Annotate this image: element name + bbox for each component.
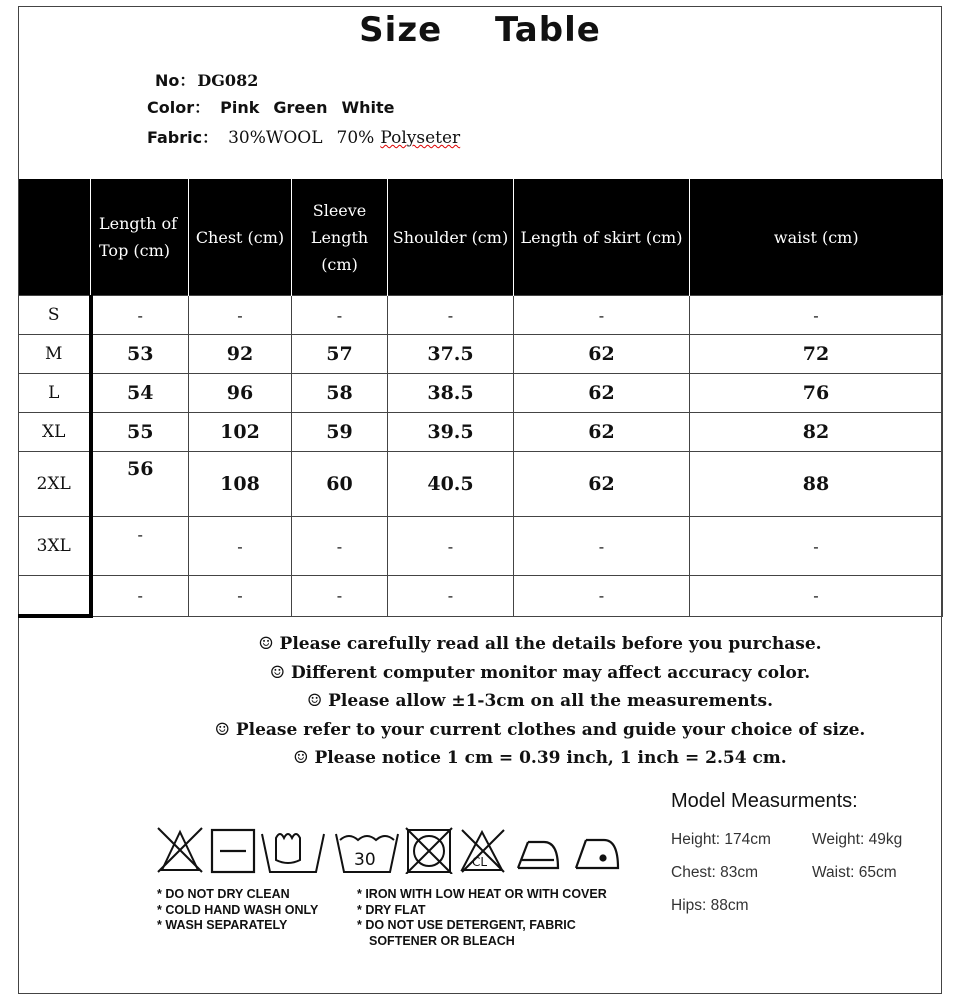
table-cell: 62 (514, 452, 690, 517)
iron-low-heat-icon (518, 842, 558, 868)
do-not-tumble-dry-icon (406, 828, 452, 874)
table-cell: 92 (189, 335, 292, 374)
notes (0, 630, 960, 773)
table-row (19, 452, 943, 517)
note-line: ☺ Please refer to your current clothes and guide your choice of size. (214, 719, 866, 740)
table-cell: 60 (292, 452, 388, 517)
header-cell (19, 179, 91, 296)
note-line: ☺ Please carefully read all the details before you purchase. (258, 634, 822, 654)
table-cell: 40.5 (388, 452, 514, 517)
table-cell: 82 (690, 413, 943, 452)
care-instructions-left (157, 887, 318, 934)
no-label: No： (155, 71, 196, 90)
table-row (19, 517, 943, 576)
header-cell: Length of skirt (cm) (514, 179, 690, 296)
color-option: White (341, 98, 395, 117)
product-number (155, 68, 258, 91)
table-cell: 38.5 (388, 374, 514, 413)
table-cell: 55 (91, 413, 189, 452)
table-cell: 53 (91, 335, 189, 374)
table-cell: 56 (91, 452, 189, 517)
size-label (19, 576, 91, 617)
table-cell: 59 (292, 413, 388, 452)
fabric-poly-pct: 70% (336, 128, 375, 148)
table-cell: - (690, 576, 943, 617)
care-line: * IRON WITH LOW HEAT OR WITH COVER (357, 887, 607, 901)
table-cell: 39.5 (388, 413, 514, 452)
table-row (19, 576, 943, 617)
no-value: DG082 (197, 71, 259, 90)
care-instructions-right (357, 887, 607, 949)
table-cell: 57 (292, 335, 388, 374)
header-cell: Chest (cm) (189, 179, 292, 296)
table-row (19, 335, 943, 374)
fabric-wool: 30%WOOL (228, 128, 323, 148)
size-label: XL (19, 413, 91, 452)
model-waist: Waist: 65cm (812, 864, 897, 881)
table-cell: - (292, 296, 388, 335)
size-label: M (19, 335, 91, 374)
svg-text:CL: CL (472, 855, 488, 869)
page-title: Size Table (359, 10, 601, 50)
header-cell: Shoulder (cm) (388, 179, 514, 296)
table-cell: 76 (690, 374, 943, 413)
table-cell: 96 (189, 374, 292, 413)
table-cell: - (91, 296, 189, 335)
table-cell: - (514, 576, 690, 617)
table-cell: - (189, 576, 292, 617)
color-option: Pink (220, 98, 260, 117)
header-cell: waist (cm) (690, 179, 943, 296)
wash-temp: 30 (354, 850, 376, 870)
table-cell: - (388, 296, 514, 335)
table-cell: 58 (292, 374, 388, 413)
fabric-poly: Polyseter (380, 128, 461, 148)
table-cell: - (388, 576, 514, 617)
fabric-label: Fabric： (147, 128, 219, 147)
model-measurements (671, 790, 902, 922)
table-cell: 62 (514, 335, 690, 374)
table-row (19, 296, 943, 335)
table-cell: - (388, 517, 514, 576)
size-label: S (19, 296, 91, 335)
table-cell: - (514, 296, 690, 335)
table-cell: 62 (514, 374, 690, 413)
table-cell: - (91, 517, 189, 576)
do-not-bleach-icon (462, 830, 504, 872)
dry-flat-icon (212, 830, 254, 872)
care-line: * DO NOT DRY CLEAN (157, 887, 290, 901)
care-line: * COLD HAND WASH ONLY (157, 902, 319, 917)
product-colors (147, 95, 409, 118)
table-cell: - (189, 517, 292, 576)
table-cell: 62 (514, 413, 690, 452)
table-header-row (19, 179, 943, 296)
table-cell: - (292, 576, 388, 617)
color-option: Green (273, 98, 328, 117)
iron-dot-icon (576, 840, 618, 868)
color-label: Color： (147, 98, 211, 117)
hand-wash-icon (262, 834, 324, 872)
size-label: 2XL (19, 452, 91, 517)
note-line: ☺ Please allow ±1-3cm on all the measurements. (306, 691, 773, 711)
model-title: Model Measurments: (671, 790, 858, 812)
table-cell: 88 (690, 452, 943, 517)
care-line: SOFTENER OR BLEACH (369, 933, 515, 948)
model-height: Height: 174cm (671, 831, 771, 848)
model-weight: Weight: 49kg (812, 831, 903, 848)
size-table (18, 179, 943, 618)
size-label: 3XL (19, 517, 91, 576)
table-cell: 108 (189, 452, 292, 517)
table-row (19, 374, 943, 413)
table-cell: - (690, 517, 943, 576)
care-line: * WASH SEPARATELY (157, 918, 288, 932)
table-cell: - (292, 517, 388, 576)
table-cell: 72 (690, 335, 943, 374)
table-cell: - (189, 296, 292, 335)
model-chest: Chest: 83cm (671, 864, 759, 881)
table-cell: 37.5 (388, 335, 514, 374)
note-line: ☺ Different computer monitor may affect accuracy color. (269, 662, 811, 683)
care-line: * DO NOT USE DETERGENT, FABRIC (357, 918, 576, 932)
wash-30-icon (336, 834, 398, 872)
table-cell: - (690, 296, 943, 335)
table-cell: - (91, 576, 189, 617)
care-icons (156, 826, 641, 874)
table-row (19, 413, 943, 452)
table-cell: 54 (91, 374, 189, 413)
model-hips: Hips: 88cm (671, 897, 749, 914)
do-not-dry-clean-icon (158, 828, 202, 872)
product-fabric (147, 125, 474, 148)
header-cell: Sleeve Length (cm) (292, 179, 388, 296)
table-cell: 102 (189, 413, 292, 452)
table-cell: - (514, 517, 690, 576)
header-cell: Length of Top (cm) (91, 179, 189, 296)
size-label: L (19, 374, 91, 413)
note-line: ☺ Please notice 1 cm = 0.39 inch, 1 inch = 2.54 cm. (293, 748, 787, 768)
care-line: * DRY FLAT (357, 902, 426, 917)
